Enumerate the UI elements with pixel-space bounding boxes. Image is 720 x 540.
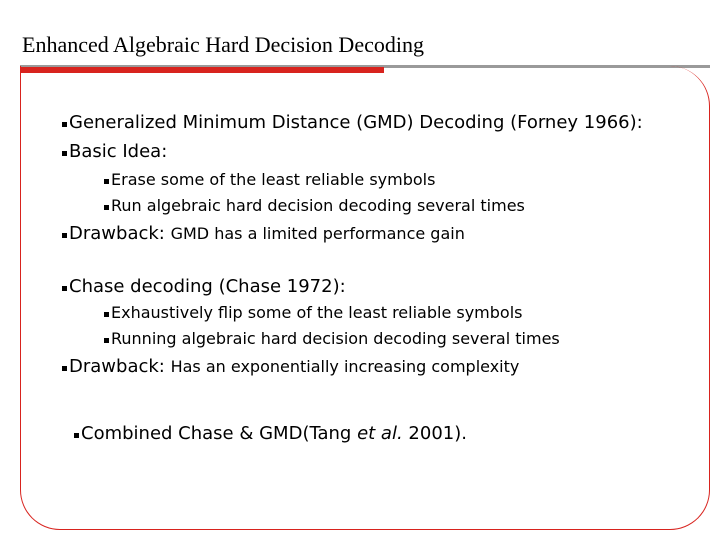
chase-sub-item xyxy=(104,331,560,347)
gmd-heading: Generalized Minimum Distance (GMD) Decoding (Forney 1966): xyxy=(69,112,643,133)
combined-suffix: 2001). xyxy=(402,423,467,444)
square-bullet-icon xyxy=(62,233,67,238)
chase-heading-item xyxy=(62,278,346,296)
chase-sub-text: Exhaustively flip some of the least reliable symbols xyxy=(111,303,523,322)
basic-idea-label: Basic Idea: xyxy=(69,141,168,162)
combined-item xyxy=(74,425,467,443)
square-bullet-icon xyxy=(104,179,109,184)
gmd-drawback-item xyxy=(62,225,465,243)
gmd-drawback-label: Drawback: xyxy=(69,223,165,244)
chase-drawback-item xyxy=(62,358,519,376)
gmd-sub-item xyxy=(104,172,435,188)
square-bullet-icon xyxy=(62,151,67,156)
slide-title: Enhanced Algebraic Hard Decision Decoding xyxy=(22,32,424,57)
gmd-sub-text: Erase some of the least reliable symbols xyxy=(111,170,436,189)
square-bullet-icon xyxy=(62,286,67,291)
gmd-heading-item xyxy=(62,114,643,132)
combined-italic: et al. xyxy=(357,423,403,444)
square-bullet-icon xyxy=(74,433,79,438)
square-bullet-icon xyxy=(104,338,109,343)
chase-sub-item xyxy=(104,305,523,321)
gmd-sub-item xyxy=(104,198,525,214)
square-bullet-icon xyxy=(104,205,109,210)
chase-drawback-label: Drawback: xyxy=(69,356,165,377)
content-frame xyxy=(20,66,710,530)
square-bullet-icon xyxy=(104,312,109,317)
chase-drawback-text: Has an exponentially increasing complexity xyxy=(170,357,520,376)
combined-prefix: Combined Chase & GMD(Tang xyxy=(81,423,358,444)
gmd-drawback-text: GMD has a limited performance gain xyxy=(170,224,465,243)
chase-heading: Chase decoding (Chase 1972): xyxy=(69,276,346,297)
gmd-sub-text: Run algebraic hard decision decoding several times xyxy=(111,196,525,215)
basic-idea-item xyxy=(62,143,167,161)
square-bullet-icon xyxy=(62,366,67,371)
square-bullet-icon xyxy=(62,122,67,127)
chase-sub-text: Running algebraic hard decision decoding several times xyxy=(111,329,560,348)
